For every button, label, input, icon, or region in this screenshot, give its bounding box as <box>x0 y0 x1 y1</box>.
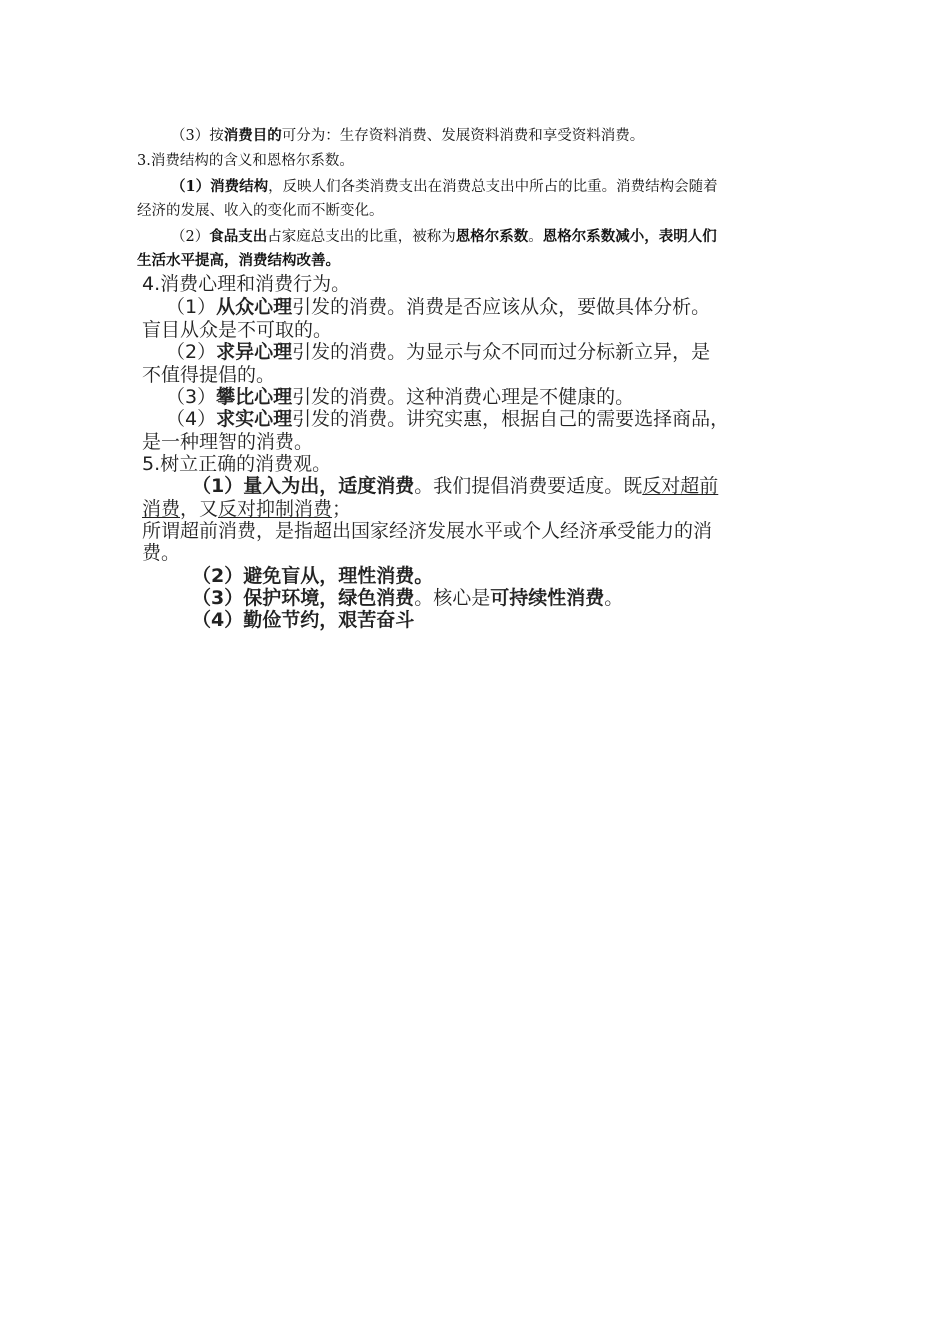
engel-coefficient-cont: 生活水平提高，消费结构改善。 <box>137 252 340 269</box>
consumption-structure-term: 消费结构 <box>210 178 269 195</box>
green-consumption-line: （3）保护环境，绿色消费。核心是可持续性消费。 <box>192 587 624 609</box>
section-4-heading: 4.消费心理和消费行为。 <box>142 273 351 295</box>
conformity-psychology-cont: 盲目从众是不可取的。 <box>142 319 333 341</box>
conformity-psychology-line: （1）从众心理引发的消费。消费是否应该从众，要做具体分析。 <box>166 296 711 318</box>
section-5-heading: 5.树立正确的消费观。 <box>142 453 332 475</box>
rational-consumption-line: （2）避免盲从，理性消费。 <box>192 565 434 587</box>
advance-consumption-definition-cont: 费。 <box>142 542 181 564</box>
practical-psychology-line: （4）求实心理引发的消费。讲究实惠，根据自己的需要选择商品， <box>166 408 730 430</box>
advance-consumption-definition: 所谓超前消费，是指超出国家经济发展水平或个人经济承受能力的消 <box>142 520 713 542</box>
practical-psychology-cont: 是一种理智的消费。 <box>142 431 314 453</box>
frugality-line: （4）勤俭节约，艰苦奋斗 <box>192 609 415 631</box>
comparison-psychology-line: （3）攀比心理引发的消费。这种消费心理是不健康的。 <box>166 386 635 408</box>
section-3-heading: 3.消费结构的含义和恩格尔系数。 <box>137 153 354 169</box>
engel-coefficient-line: （2）食品支出占家庭总支出的比重，被称为恩格尔系数。恩格尔系数减小，表明人们 <box>171 228 717 245</box>
food-expenditure-term: 食品支出 <box>209 228 268 245</box>
consumption-structure-cont: 经济的发展、收入的变化而不断变化。 <box>137 203 384 219</box>
novelty-psychology-line: （2）求异心理引发的消费。为显示与众不同而过分标新立异，是 <box>166 341 711 363</box>
consumption-purpose-term: 消费目的 <box>223 127 282 144</box>
engel-coefficient-term: 恩格尔系数 <box>455 228 529 245</box>
novelty-psychology-cont: 不值得提倡的。 <box>142 364 276 386</box>
moderate-consumption-cont: 消费，又反对抑制消费； <box>142 498 352 520</box>
moderate-consumption-line: （1）量入为出，适度消费。我们提倡消费要适度。既反对超前 <box>192 475 719 497</box>
consumption-purpose-line: （3）按消费目的可分为：生存资料消费、发展资料消费和享受资料消费。 <box>171 127 645 144</box>
consumption-structure-line: （1）消费结构，反映人们各类消费支出在消费总支出中所占的比重。消费结构会随着 <box>171 178 718 195</box>
